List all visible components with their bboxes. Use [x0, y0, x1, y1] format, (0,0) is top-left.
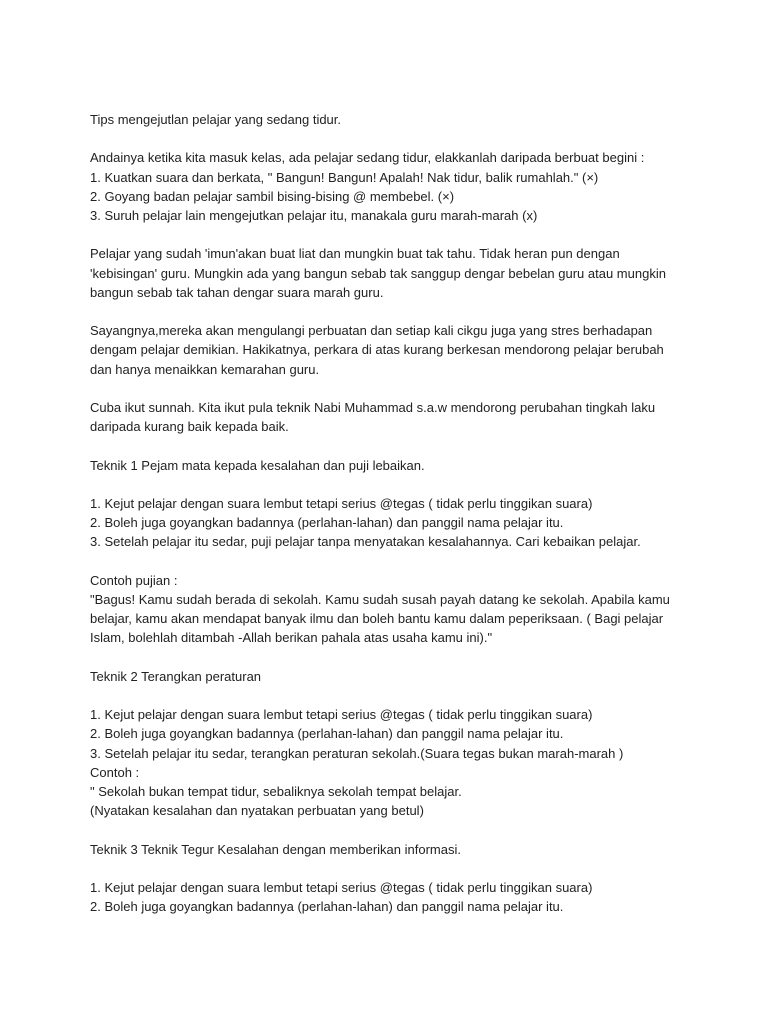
text-line: 3. Setelah pelajar itu sedar, puji pelajar tanpa menyatakan kesalahannya. Cari kebaikan pelajar. — [90, 534, 641, 550]
blank-line — [90, 225, 690, 244]
text-line: 1. Kejut pelajar dengan suara lembut tetapi serius @tegas ( tidak perlu tinggikan suara) — [90, 879, 593, 895]
blank-line — [90, 859, 690, 878]
text-line: " Sekolah bukan tempat tidur, sebaliknya sekolah tempat belajar. — [90, 783, 462, 799]
text-line: 1. Kejut pelajar dengan suara lembut tetapi serius @tegas ( tidak perlu tinggikan suara) — [90, 495, 593, 511]
blank-line — [90, 475, 690, 494]
blank-line — [90, 552, 690, 571]
text-line: daripada kurang baik kepada baik. — [90, 419, 289, 435]
text-line: Islam, bolehlah ditambah -Allah berikan pahala atas usaha kamu ini)." — [90, 630, 493, 646]
blank-line — [90, 379, 690, 398]
text-line: 1. Kuatkan suara dan berkata, " Bangun! Bangun! Apalah! Nak tidur, balik rumahlah." (×) — [90, 169, 599, 185]
blank-line — [90, 820, 690, 839]
text-line: Cuba ikut sunnah. Kita ikut pula teknik Nabi Muhammad s.a.w mendorong perubahan tingkah laku — [90, 399, 656, 415]
text-line: dengam pelajar demikian. Hakikatnya, perkara di atas kurang berkesan mendorong pelajar berubah — [90, 342, 664, 358]
text-line: Contoh pujian : — [90, 572, 178, 588]
text-line: Sayangnya,mereka akan mengulangi perbuatan dan setiap kali cikgu juga yang stres berhadapan — [90, 323, 653, 339]
text-line: 1. Kejut pelajar dengan suara lembut tetapi serius @tegas ( tidak perlu tinggikan suara) — [90, 707, 593, 723]
blank-line — [90, 686, 690, 705]
text-line: dan hanya menaikkan kemarahan guru. — [90, 361, 320, 377]
document-page — [90, 110, 690, 916]
text-line: 2. Boleh juga goyangkan badannya (perlahan-lahan) dan panggil nama pelajar itu. — [90, 515, 564, 531]
blank-line — [90, 436, 690, 455]
text-line: 'kebisingan' guru. Mungkin ada yang bangun sebab tak sanggup dengar bebelan guru atau mungkin — [90, 265, 666, 281]
text-line: belajar, kamu akan mendapat banyak ilmu dan boleh bantu kamu dalam peperiksaan. ( Bagi pelajar — [90, 611, 664, 627]
text-line: 3. Suruh pelajar lain mengejutkan pelajar itu, manakala guru marah-marah (x) — [90, 208, 538, 223]
text-line: Teknik 1 Pejam mata kepada kesalahan dan puji lebaikan. — [90, 457, 425, 473]
text-line: Tips mengejutlan pelajar yang sedang tidur. — [90, 112, 342, 127]
text-line: Contoh : — [90, 764, 140, 780]
text-line: bangun sebab tak tahan dengar suara marah guru. — [90, 284, 384, 300]
blank-line — [90, 129, 690, 148]
blank-line — [90, 302, 690, 321]
text-line: (Nyatakan kesalahan dan nyatakan perbuatan yang betul) — [90, 803, 424, 819]
blank-line — [90, 648, 690, 667]
text-line: Teknik 3 Teknik Tegur Kesalahan dengan memberikan informasi. — [90, 841, 461, 857]
text-line: Teknik 2 Terangkan peraturan — [90, 668, 262, 684]
text-line: 2. Boleh juga goyangkan badannya (perlahan-lahan) dan panggil nama pelajar itu. — [90, 899, 564, 915]
text-line: Andainya ketika kita masuk kelas, ada pelajar sedang tidur, elakkanlah daripada berbuat begini : — [90, 150, 645, 166]
text-line: 3. Setelah pelajar itu sedar, terangkan peraturan sekolah.(Suara tegas bukan marah-marah ) — [90, 745, 624, 761]
text-line: 2. Goyang badan pelajar sambil bising-bising @ membebel. (×) — [90, 188, 455, 204]
text-line: 2. Boleh juga goyangkan badannya (perlahan-lahan) dan panggil nama pelajar itu. — [90, 726, 564, 742]
text-line: Pelajar yang sudah 'imun'akan buat liat dan mungkin buat tak tahu. Tidak heran pun dengan — [90, 246, 620, 262]
text-line: "Bagus! Kamu sudah berada di sekolah. Kamu sudah susah payah datang ke sekolah. Apabila kamu — [90, 591, 670, 607]
